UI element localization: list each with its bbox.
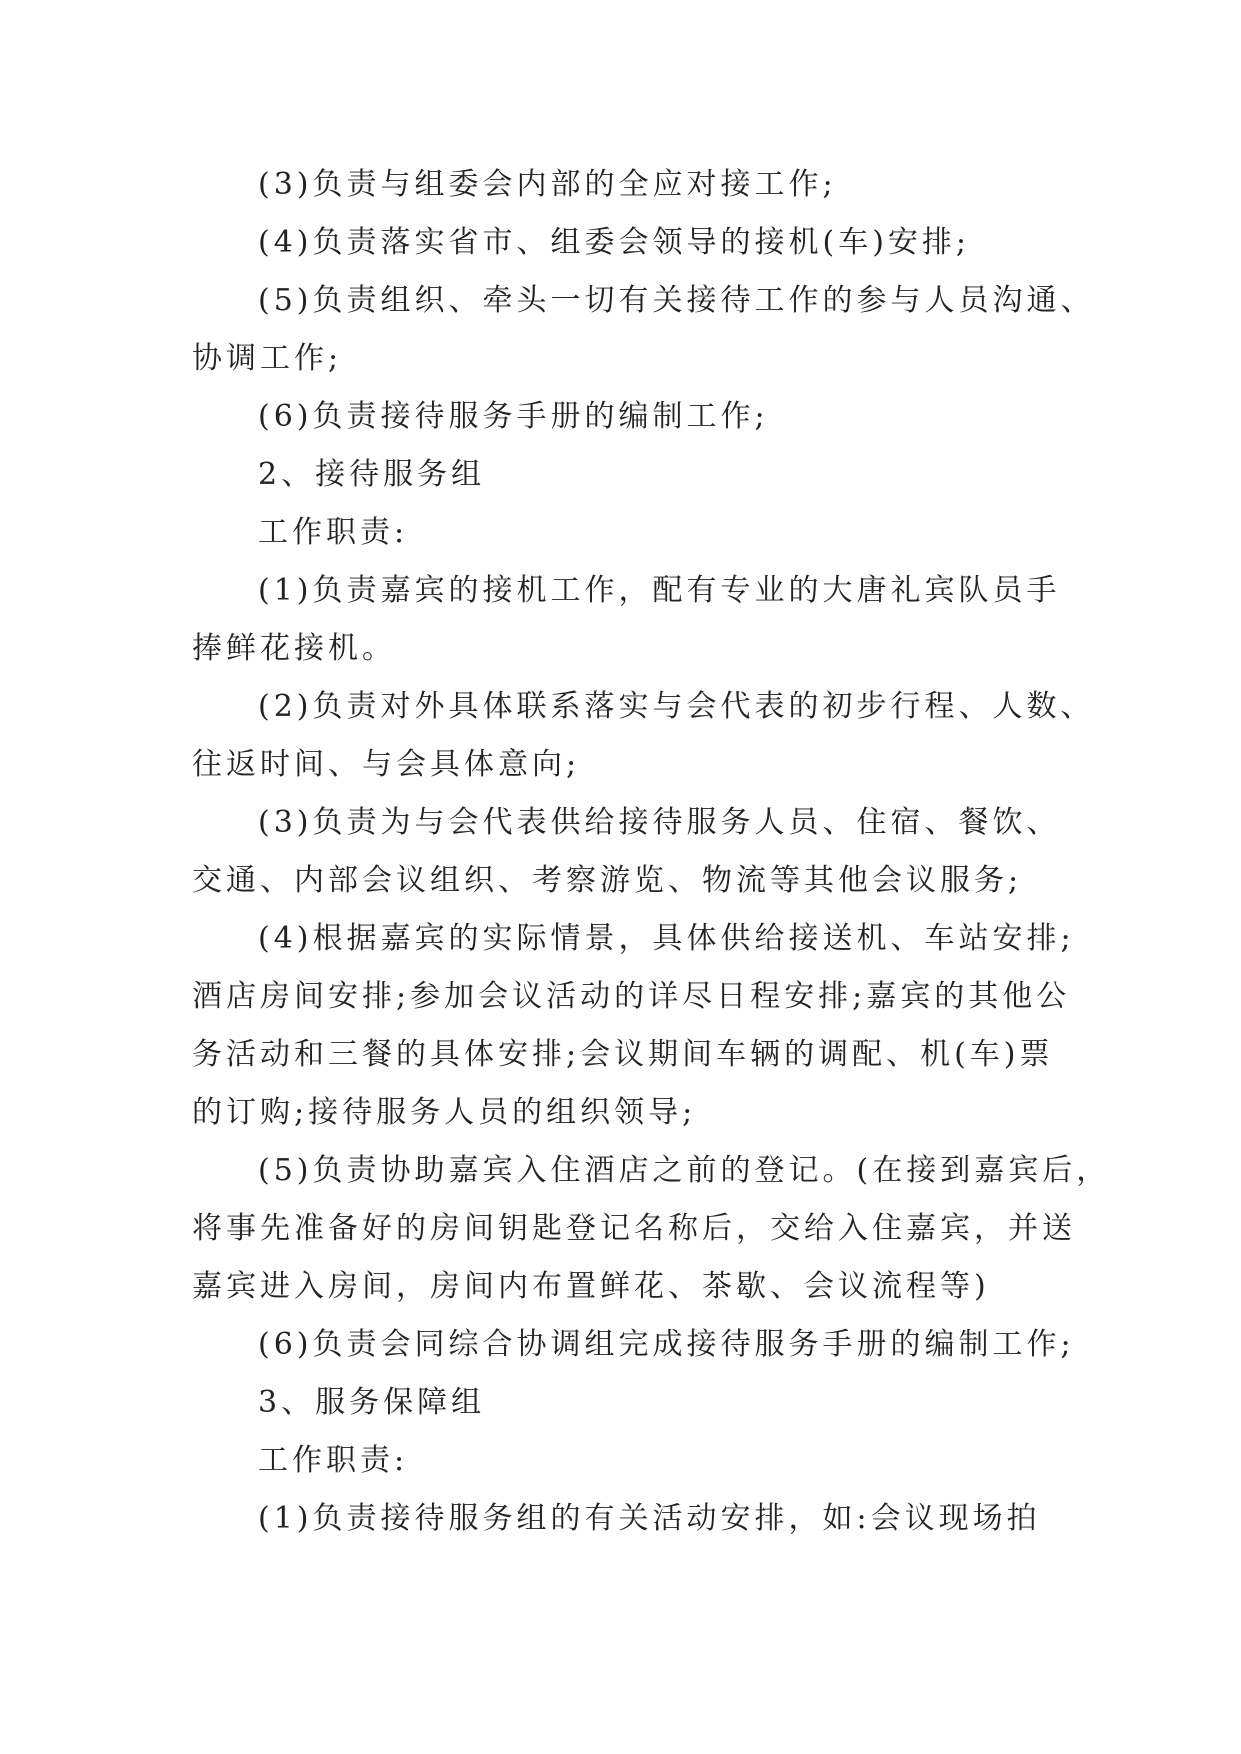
text-line: 嘉宾进入房间，房间内布置鲜花、茶歇、会议流程等) xyxy=(192,1269,990,1304)
text-line: (3)负责与组委会内部的全应对接工作; xyxy=(258,167,837,202)
text-line: 务活动和三餐的具体安排;会议期间车辆的调配、机(车)票 xyxy=(192,1037,1054,1072)
text-line: 将事先准备好的房间钥匙登记名称后，交给入住嘉宾，并送 xyxy=(192,1211,1076,1246)
text-line: (1)负责接待服务组的有关活动安排，如:会议现场拍 xyxy=(258,1501,1041,1536)
text-line: (5)负责组织、牵头一切有关接待工作的参与人员沟通、 xyxy=(258,283,1095,318)
text-line: 交通、内部会议组织、考察游览、物流等其他会议服务; xyxy=(192,863,1023,898)
text-line: (6)负责会同综合协调组完成接待服务手册的编制工作; xyxy=(258,1327,1075,1362)
text-line: 捧鲜花接机。 xyxy=(192,631,396,666)
text-line: (5)负责协助嘉宾入住酒店之前的登记。(在接到嘉宾后， xyxy=(258,1153,1111,1188)
text-line: (4)根据嘉宾的实际情景，具体供给接送机、车站安排; xyxy=(258,921,1075,956)
text-line: 酒店房间安排;参加会议活动的详尽日程安排;嘉宾的其他公 xyxy=(192,979,1071,1014)
text-line: 工作职责: xyxy=(258,1443,409,1478)
text-line: (6)负责接待服务手册的编制工作; xyxy=(258,399,769,434)
text-line: 协调工作; xyxy=(192,341,343,376)
text-line: (3)负责为与会代表供给接待服务人员、住宿、餐饮、 xyxy=(258,805,1061,840)
text-line: (4)负责落实省市、组委会领导的接机(车)安排; xyxy=(258,225,971,260)
text-line: 的订购;接待服务人员的组织领导; xyxy=(192,1095,697,1130)
text-line: 工作职责: xyxy=(258,515,409,550)
section-heading: 2、接待服务组 xyxy=(258,457,486,492)
text-line: (1)负责嘉宾的接机工作，配有专业的大唐礼宾队员手 xyxy=(258,573,1061,608)
section-heading: 3、服务保障组 xyxy=(258,1385,486,1420)
text-line: (2)负责对外具体联系落实与会代表的初步行程、人数、 xyxy=(258,689,1095,724)
text-line: 往返时间、与会具体意向; xyxy=(192,747,581,782)
